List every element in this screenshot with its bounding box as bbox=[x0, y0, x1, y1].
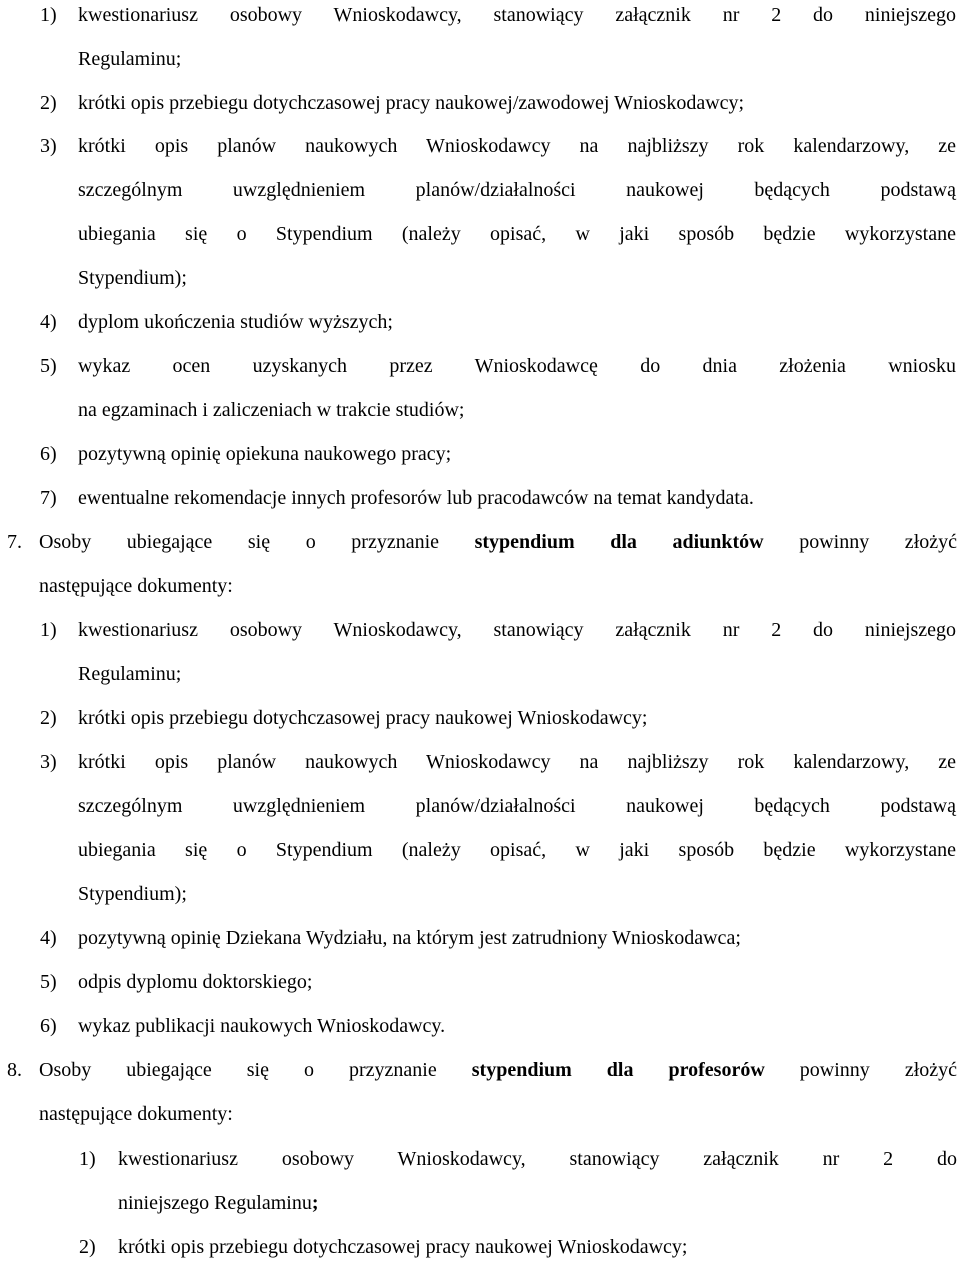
item-number: 3) bbox=[40, 135, 57, 157]
item-text-line: krótki opis przebiegu dotychczasowej pracy naukowej Wnioskodawcy; bbox=[118, 1236, 688, 1258]
intro-text: Osoby ubiegające się o przyznanie bbox=[39, 1059, 472, 1081]
item-number: 5) bbox=[40, 355, 57, 377]
intro-bold-text: stypendium dla adiunktów bbox=[474, 531, 764, 553]
item-text-line: Regulaminu; bbox=[78, 48, 182, 70]
item-number: 6) bbox=[40, 443, 57, 465]
item-text-line: Stypendium); bbox=[78, 883, 187, 905]
item-text-line: krótki opis przebiegu dotychczasowej pracy naukowej/zawodowej Wnioskodawcy; bbox=[78, 92, 745, 114]
item-text: niniejszego Regulaminu bbox=[118, 1192, 312, 1214]
section-intro-line bbox=[39, 527, 957, 557]
item-text-line: kwestionariusz osobowy Wnioskodawcy, stanowiący załącznik nr 2 do niniejszego bbox=[78, 4, 956, 26]
item-number: 1) bbox=[79, 1148, 96, 1170]
item-text-line: krótki opis przebiegu dotychczasowej pracy naukowej Wnioskodawcy; bbox=[78, 707, 648, 729]
item-number: 3) bbox=[40, 751, 57, 773]
intro-text: powinny złożyć bbox=[763, 531, 957, 553]
item-number: 4) bbox=[40, 311, 57, 333]
item-number: 4) bbox=[40, 927, 57, 949]
item-number: 6) bbox=[40, 1015, 57, 1037]
item-text-line: wykaz publikacji naukowych Wnioskodawcy. bbox=[78, 1015, 446, 1037]
section-intro-line bbox=[39, 1055, 957, 1085]
item-text-line: pozytywną opinię opiekuna naukowego pracy; bbox=[78, 443, 452, 465]
item-text-line: szczególnym uwzględnieniem planów/działalności naukowej będących podstawą bbox=[78, 795, 956, 817]
item-text-line: Stypendium); bbox=[78, 267, 187, 289]
item-text-line: ewentualne rekomendacje innych profesorów lub pracodawców na temat kandydata. bbox=[78, 487, 754, 509]
item-number: 2) bbox=[40, 92, 57, 114]
item-number: 1) bbox=[40, 4, 57, 26]
item-text-line: odpis dyplomu doktorskiego; bbox=[78, 971, 313, 993]
item-text-line: na egzaminach i zaliczeniach w trakcie studiów; bbox=[78, 399, 465, 421]
item-number: 5) bbox=[40, 971, 57, 993]
item-text-line: kwestionariusz osobowy Wnioskodawcy, stanowiący załącznik nr 2 do bbox=[118, 1148, 957, 1170]
item-number: 7) bbox=[40, 487, 57, 509]
item-number: 2) bbox=[40, 707, 57, 729]
item-text-line: wykaz ocen uzyskanych przez Wnioskodawcę do dnia złożenia wniosku bbox=[78, 355, 956, 377]
item-text-line: ubiegania się o Stypendium (należy opisać, w jaki sposób będzie wykorzystane bbox=[78, 839, 956, 861]
item-text-line: szczególnym uwzględnieniem planów/działalności naukowej będących podstawą bbox=[78, 179, 956, 201]
item-text-line: krótki opis planów naukowych Wnioskodawcy na najbliższy rok kalendarzowy, ze bbox=[78, 135, 956, 157]
item-text-line: krótki opis planów naukowych Wnioskodawcy na najbliższy rok kalendarzowy, ze bbox=[78, 751, 956, 773]
item-number: 2) bbox=[79, 1236, 96, 1258]
intro-text: Osoby ubiegające się o przyznanie bbox=[39, 531, 475, 553]
section-intro-line: następujące dokumenty: bbox=[39, 575, 233, 597]
item-text-line bbox=[118, 1188, 957, 1218]
item-text-line: ubiegania się o Stypendium (należy opisać, w jaki sposób będzie wykorzystane bbox=[78, 223, 956, 245]
intro-text: powinny złożyć bbox=[764, 1059, 957, 1081]
section-number: 7. bbox=[7, 531, 22, 553]
section-intro-line: następujące dokumenty: bbox=[39, 1103, 233, 1125]
item-number: 1) bbox=[40, 619, 57, 641]
item-trailing-bold: ; bbox=[311, 1192, 319, 1214]
section-number: 8. bbox=[7, 1059, 22, 1081]
item-text-line: Regulaminu; bbox=[78, 663, 182, 685]
item-text-line: pozytywną opinię Dziekana Wydziału, na którym jest zatrudniony Wnioskodawca; bbox=[78, 927, 741, 949]
item-text-line: kwestionariusz osobowy Wnioskodawcy, stanowiący załącznik nr 2 do niniejszego bbox=[78, 619, 956, 641]
item-text-line: dyplom ukończenia studiów wyższych; bbox=[78, 311, 393, 333]
intro-bold-text: stypendium dla profesorów bbox=[471, 1059, 765, 1081]
